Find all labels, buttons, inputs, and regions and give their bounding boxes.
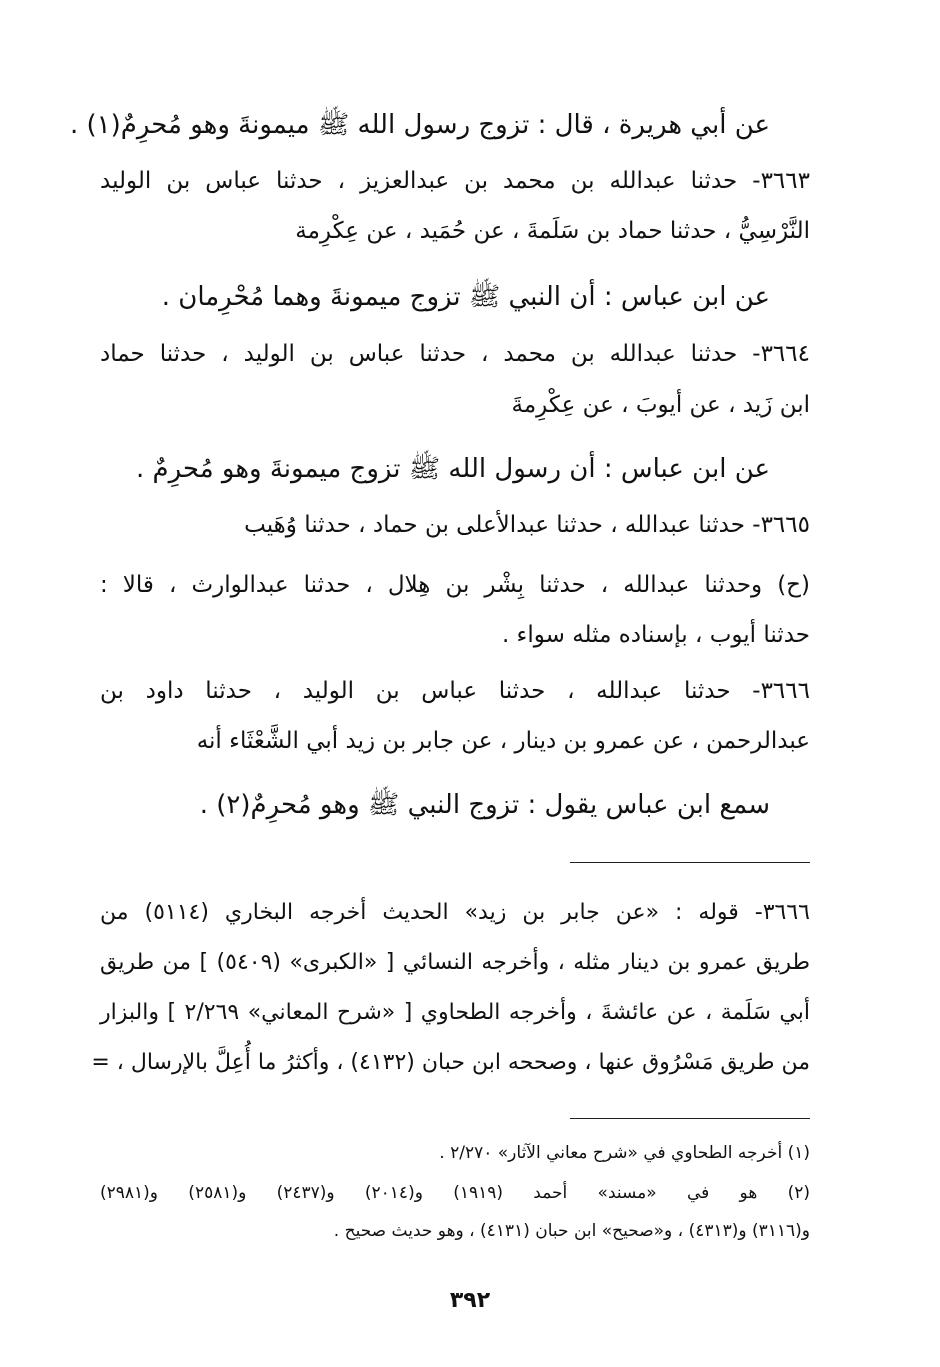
main-line: سمع ابن عباس يقول : تزوج النبي ﷺ وهو مُحرِمٌ(٢) . [199,790,770,820]
footnote-line: (٢) هو في «مسند» أحمد (١٩١٩) و(٢٠١٤) و(٢٤٣٧) و(٢٥٨١) و(٢٩٨١) [100,1183,810,1203]
commentary-line: ٣٦٦٦- قوله : «عن جابر بن زيد» الحديث أخرجه البخاري (٥١١٤) من [100,900,810,925]
commentary-line: أبي سَلَمة ، عن عائشةَ ، وأخرجه الطحاوي [ «شرح المعاني» ٢/٢٦٩ ] والبزار [100,1000,810,1025]
main-line: ٣٦٦٤- حدثنا عبدالله بن محمد ، حدثنا عباس بن الوليد ، حدثنا حماد [100,341,810,367]
main-line: عن ابن عباس : أن النبي ﷺ تزوج ميمونةَ وهما مُحْرِمان . [161,282,770,312]
separator-rule [570,862,810,863]
footnote-line: (١) أخرجه الطحاوي في «شرح معاني الآثار» ٢/٢٧٠ . [439,1143,810,1163]
commentary-line: من طريق مَسْرُوق عنها ، وصححه ابن حبان (٤١٣٢) ، وأكثرُ ما أُعِلَّ بالإرسال ، = [91,1050,810,1075]
main-line: ٣٦٦٥- حدثنا عبدالله ، حدثنا عبدالأعلى بن حماد ، حدثنا وُهَيب [244,512,810,538]
main-line: حدثنا أيوب ، بإسناده مثله سواء . [501,622,810,648]
main-line: النَّرْسِيُّ ، حدثنا حماد بن سَلَمةَ ، عن حُمَيد ، عن عِكْرِمة [295,218,810,244]
main-line: ابن زَيد ، عن أيوبَ ، عن عِكْرِمةَ [511,392,810,418]
main-line: عن أبي هريرة ، قال : تزوج رسول الله ﷺ ميمونةَ وهو مُحرِمٌ(١) . [69,110,770,140]
main-line: عن ابن عباس : أن رسول الله ﷺ تزوج ميمونةَ وهو مُحرِمٌ . [135,454,770,484]
footnote-line: و(٣١١٦) و(٤٣١٣) ، و«صحيح» ابن حبان (٤١٣١) ، وهو حديث صحيح . [333,1221,810,1241]
main-line: ٣٦٦٦- حدثنا عبدالله ، حدثنا عباس بن الوليد ، حدثنا داود بن [100,678,810,704]
page-number: ٣٩٢ [449,1288,491,1313]
footnote-rule [570,1118,810,1119]
commentary-line: طريق عمرو بن دينار مثله ، وأخرجه النسائي [ «الكبرى» (٥٤٠٩) ] من طريق [100,950,810,975]
main-line: عبدالرحمن ، عن عمرو بن دينار ، عن جابر بن زيد أبي الشَّعْثَاء أنه [196,728,810,754]
main-line: (ح) وحدثنا عبدالله ، حدثنا بِشْر بن هِلال ، حدثنا عبدالوارث ، قالا : [100,572,810,598]
main-line: ٣٦٦٣- حدثنا عبدالله بن محمد بن عبدالعزيز ، حدثنا عباس بن الوليد [100,168,810,194]
